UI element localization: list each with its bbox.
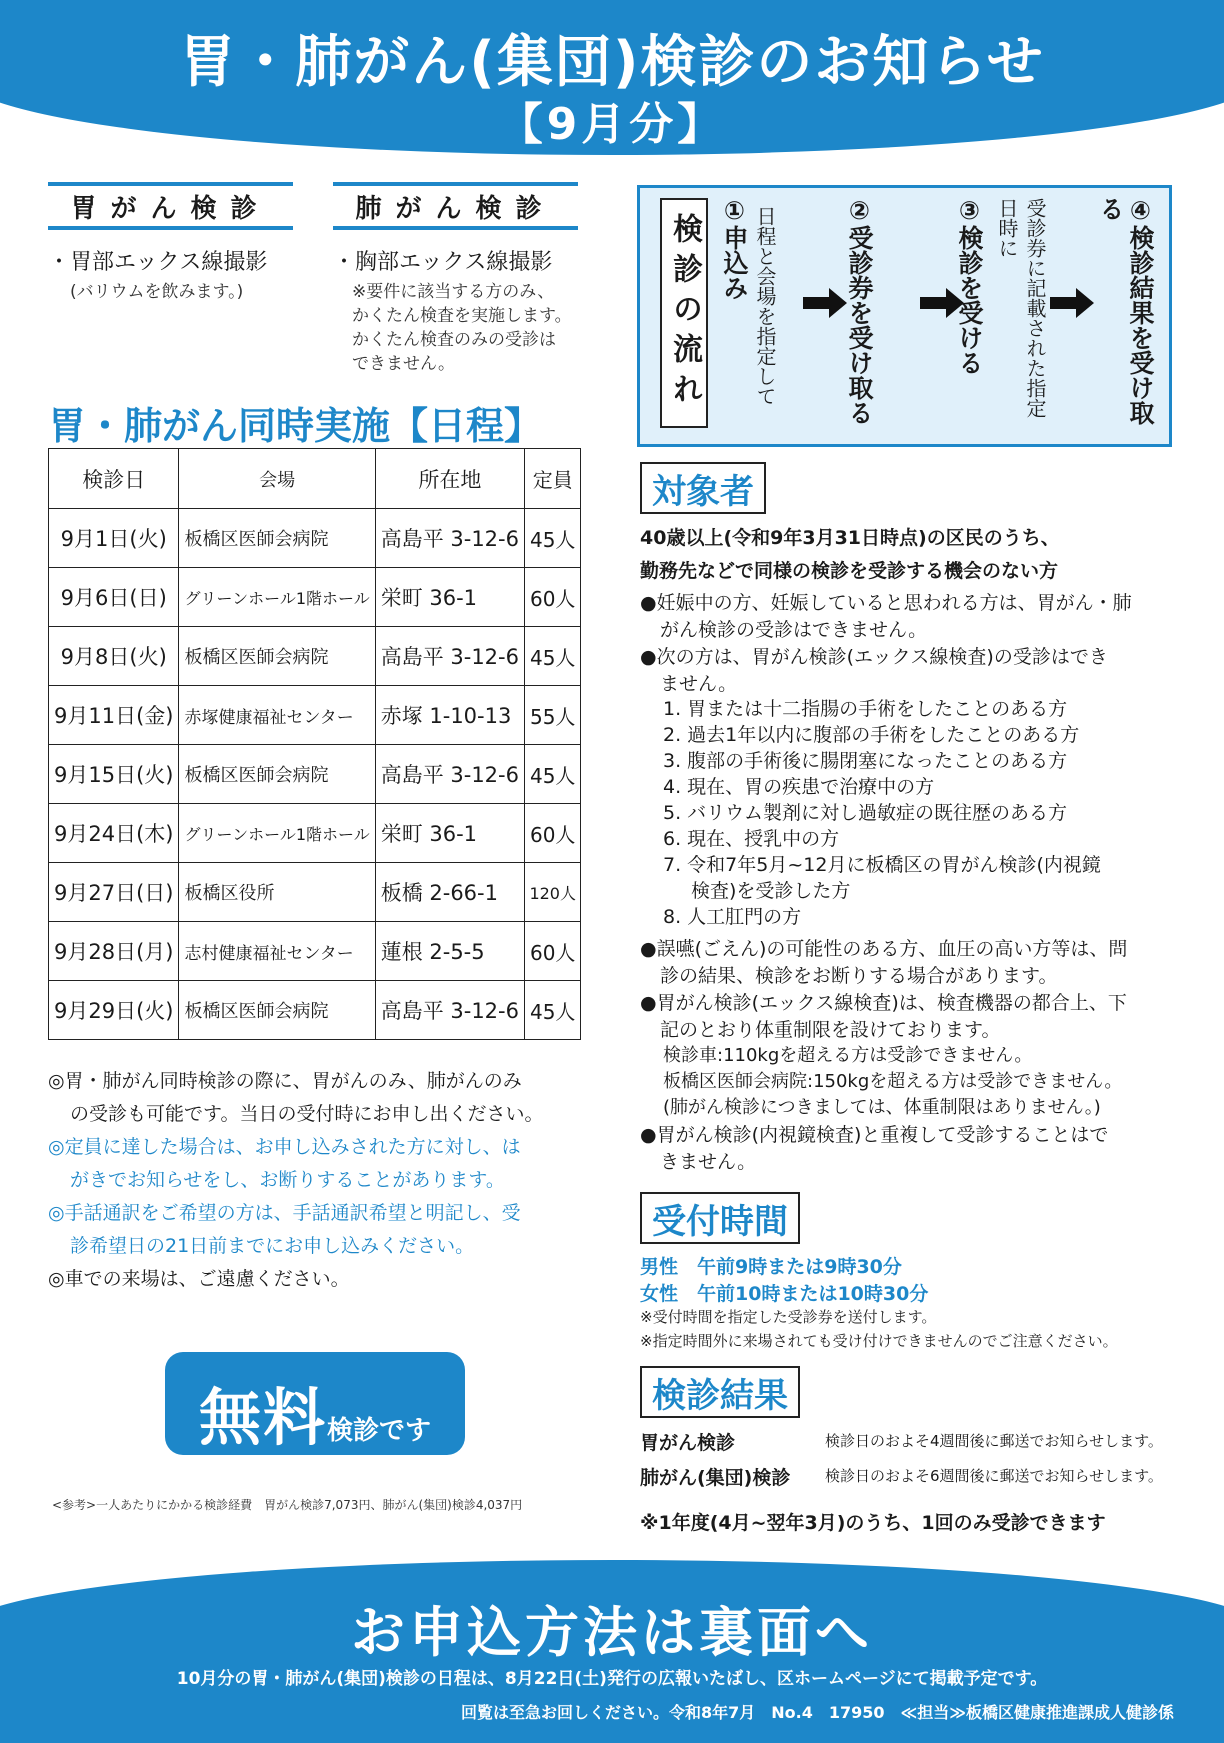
note-single-exam <box>48 1065 593 1131</box>
weight-limit-line: 板橋区医師会病院:150kgを超える方は受診できません。 <box>663 1071 1123 1092</box>
lung-note-line: かくたん検査を実施します。 <box>352 306 572 326</box>
reception-male: 男性 午前9時または9時30分 <box>640 1256 902 1278</box>
cell-address: 高島平 3-12-6 <box>375 981 524 1040</box>
footer-title: お申込方法は裏面へ <box>351 1601 873 1664</box>
once-per-year-note: ※1年度(4月~翌年3月)のうち、1回のみ受診できます <box>640 1512 1106 1534</box>
results-lung-label: 肺がん(集団)検診 <box>640 1467 791 1489</box>
list-item: 1. 胃または十二指腸の手術をしたことのある方 <box>663 698 1068 720</box>
lung-note-line: ※要件に該当する方のみ、 <box>352 282 555 302</box>
cell-date: 9月1日(火) <box>49 509 179 568</box>
table-row <box>49 922 581 981</box>
lung-exam-note <box>352 280 572 376</box>
table-row <box>49 863 581 922</box>
target-bullet-aspiration <box>640 936 1175 990</box>
bullet-line: ません。 <box>660 673 738 695</box>
cell-address: 板橋 2-66-1 <box>375 863 524 922</box>
cell-capacity: 45人 <box>524 745 580 804</box>
bullet-line: 記のとおり体重制限を設けております。 <box>660 1019 1001 1041</box>
cell-venue: グリーンホール1階ホール <box>179 804 375 863</box>
header-date: 検診日 <box>49 449 179 509</box>
lung-note-line: かくたん検査のみの受診は <box>352 330 556 350</box>
bullet-line: ●胃がん検診(内視鏡検査)と重複して受診することはで <box>640 1124 1109 1146</box>
free-badge-big: 無料 <box>198 1381 327 1454</box>
bullet-line: ●胃がん検診(エックス線検査)は、検査機器の都合上、下 <box>640 992 1127 1014</box>
flow-box <box>637 185 1172 447</box>
list-item: 8. 人工肛門の方 <box>663 906 802 928</box>
flow-title: 検診の流れ <box>667 213 702 413</box>
cell-date: 9月29日(火) <box>49 981 179 1040</box>
cell-capacity: 120人 <box>524 863 580 922</box>
bullet-line: がん検診の受診はできません。 <box>660 619 928 641</box>
target-bullet-weight <box>640 990 1175 1044</box>
bullet-line: ●妊娠中の方、妊娠していると思われる方は、胃がん・肺 <box>640 592 1132 614</box>
cell-venue: 板橋区医師会病院 <box>179 627 375 686</box>
cell-capacity: 55人 <box>524 686 580 745</box>
cell-venue: 赤塚健康福祉センター <box>179 686 375 745</box>
cell-date: 9月24日(木) <box>49 804 179 863</box>
bullet-line: 診の結果、検診をお断りする場合があります。 <box>660 965 1058 987</box>
cost-reference: <参考>一人あたりにかかる検診経費 胃がん検診7,073円、肺がん(集団)検診4,037円 <box>52 1498 523 1512</box>
stomach-exam-note: (バリウムを飲みます。) <box>70 282 244 302</box>
step-4-title: ④検診結果を受け取る <box>1096 196 1155 425</box>
free-badge <box>165 1352 465 1455</box>
header-capacity: 定員 <box>524 449 580 509</box>
target-bullet-exclusions <box>640 644 1175 698</box>
table-row <box>49 627 581 686</box>
list-item: 5. バリウム製剤に対し過敏症の既往歴のある方 <box>663 802 1067 824</box>
results-heading: 検診結果 <box>640 1366 800 1418</box>
step-1-title: ①申込み <box>720 196 749 300</box>
cell-capacity: 45人 <box>524 981 580 1040</box>
cell-address: 栄町 36-1 <box>375 568 524 627</box>
note-line: ◎胃・肺がん同時検診の際に、胃がんのみ、肺がんのみ <box>48 1070 522 1092</box>
weight-limit-line: 検診車:110kgを超える方は受診できません。 <box>663 1045 1033 1066</box>
step-3-title: ③検診を受ける <box>955 196 984 375</box>
results-stomach-text: 検診日のおよそ4週間後に郵送でお知らせします。 <box>825 1432 1163 1450</box>
cell-date: 9月27日(日) <box>49 863 179 922</box>
footer-schedule-note: 10月分の胃・肺がん(集団)検診の日程は、8月22日(土)発行の広報いたばし、区ホームページにて掲載予定です。 <box>176 1669 1048 1689</box>
weight-limit-line: (肺がん検診につきましては、体重制限はありません。) <box>663 1097 1101 1118</box>
reception-heading: 受付時間 <box>640 1192 800 1244</box>
cell-capacity: 45人 <box>524 627 580 686</box>
header-venue: 会場 <box>179 449 375 509</box>
lung-exam-item: ・胸部エックス線撮影 <box>333 250 553 275</box>
schedule-table <box>48 448 581 1040</box>
free-badge-small: 検診です <box>327 1416 432 1446</box>
lung-exam-heading: 肺がん検診 <box>333 182 578 230</box>
cell-venue: 板橋区医師会病院 <box>179 745 375 804</box>
cell-date: 9月11日(金) <box>49 686 179 745</box>
schedule-title: 胃・肺がん同時実施【日程】 <box>48 404 543 448</box>
cell-venue: 板橋区医師会病院 <box>179 981 375 1040</box>
lung-note-line: できません。 <box>352 354 456 374</box>
page-title: 胃・肺がん(集団)検診のお知らせ <box>179 30 1045 95</box>
results-stomach-label: 胃がん検診 <box>640 1432 736 1454</box>
cell-capacity: 60人 <box>524 804 580 863</box>
cell-venue: グリーンホール1階ホール <box>179 568 375 627</box>
cell-address: 高島平 3-12-6 <box>375 745 524 804</box>
cell-venue: 志村健康福祉センター <box>179 922 375 981</box>
weight-limits <box>663 1043 1183 1121</box>
bullet-line: ●次の方は、胃がん検診(エックス線検査)の受診はでき <box>640 646 1108 668</box>
stomach-exam-item: ・胃部エックス線撮影 <box>48 250 268 275</box>
footer-circulation-note: 回覧は至急お回しください。令和8年7月 No.4 17950 ≪担当≫板橋区健康推進課成人健診係 <box>460 1703 1174 1722</box>
table-row <box>49 981 581 1040</box>
note-sign-language <box>48 1197 593 1263</box>
target-bullet-pregnancy <box>640 590 1175 644</box>
table-row <box>49 568 581 627</box>
page-subtitle: 【9月分】 <box>498 99 726 150</box>
cell-date: 9月28日(月) <box>49 922 179 981</box>
reception-note-2: ※指定時間外に来場されても受け付けできませんのでご注意ください。 <box>640 1332 1118 1350</box>
cell-date: 9月15日(火) <box>49 745 179 804</box>
target-lead-1: 40歳以上(令和9年3月31日時点)の区民のうち、 <box>640 527 1060 549</box>
note-capacity <box>48 1131 593 1197</box>
note-line: ◎定員に達した場合は、お申し込みされた方に対し、は <box>48 1136 521 1158</box>
list-item: 6. 現在、授乳中の方 <box>663 828 840 850</box>
cell-address: 蓮根 2-5-5 <box>375 922 524 981</box>
reception-note-1: ※受付時間を指定した受診券を送付します。 <box>640 1308 937 1326</box>
step-3-desc: 受診券に記載された指定日時に <box>995 198 1047 418</box>
reception-female: 女性 午前10時または10時30分 <box>640 1283 929 1305</box>
step-1-desc: 日程と会場を指定して <box>753 206 777 406</box>
target-heading: 対象者 <box>640 462 766 514</box>
table-row <box>49 686 581 745</box>
flow-title-box <box>660 198 708 428</box>
flow-step-1 <box>719 196 749 300</box>
target-lead-2: 勤務先などで同様の検診を受診する機会のない方 <box>640 560 1059 582</box>
note-no-cars: ◎車での来場は、ご遠慮ください。 <box>48 1268 350 1290</box>
cell-address: 高島平 3-12-6 <box>375 627 524 686</box>
list-item: 7. 令和7年5月~12月に板橋区の胃がん検診(内視鏡 <box>663 854 1101 876</box>
target-bullet-endoscopy <box>640 1122 1175 1176</box>
cell-capacity: 60人 <box>524 922 580 981</box>
bullet-line: きません。 <box>660 1151 757 1173</box>
cell-capacity: 45人 <box>524 509 580 568</box>
note-line: がきでお知らせをし、お断りすることがあります。 <box>70 1169 505 1191</box>
header <box>0 0 1224 165</box>
note-line: ◎手話通訳をご希望の方は、手話通訳希望と明記し、受 <box>48 1202 521 1224</box>
cell-capacity: 60人 <box>524 568 580 627</box>
cell-venue: 板橋区役所 <box>179 863 375 922</box>
table-row <box>49 804 581 863</box>
arrow-right-icon <box>803 288 847 318</box>
cell-venue: 板橋区医師会病院 <box>179 509 375 568</box>
flow-step-2 <box>844 196 874 425</box>
results-lung-text: 検診日のおよそ6週間後に郵送でお知らせします。 <box>825 1467 1163 1485</box>
step-2-title: ②受診券を受け取る <box>845 196 874 425</box>
footer <box>0 1560 1224 1743</box>
table-row <box>49 509 581 568</box>
cell-address: 高島平 3-12-6 <box>375 509 524 568</box>
flow-step-4 <box>1095 196 1155 426</box>
table-header-row <box>49 449 581 509</box>
table-row <box>49 745 581 804</box>
cell-address: 赤塚 1-10-13 <box>375 686 524 745</box>
cell-date: 9月6日(日) <box>49 568 179 627</box>
exclusion-list <box>663 696 1183 930</box>
cell-address: 栄町 36-1 <box>375 804 524 863</box>
header-address: 所在地 <box>375 449 524 509</box>
list-item: 2. 過去1年以内に腹部の手術をしたことのある方 <box>663 724 1080 746</box>
list-item: 3. 腹部の手術後に腸閉塞になったことのある方 <box>663 750 1068 772</box>
arrow-right-icon <box>1050 288 1094 318</box>
list-item: 4. 現在、胃の疾患で治療中の方 <box>663 776 935 798</box>
flow-step-3 <box>954 196 984 375</box>
stomach-exam-heading: 胃がん検診 <box>48 182 293 230</box>
list-item: 検査)を受診した方 <box>691 880 851 902</box>
note-line: の受診も可能です。当日の受付時にお申し出ください。 <box>70 1103 544 1125</box>
note-line: 診希望日の21日前までにお申し込みください。 <box>70 1235 475 1257</box>
cell-date: 9月8日(火) <box>49 627 179 686</box>
bullet-line: ●誤嚥(ごえん)の可能性のある方、血圧の高い方等は、問 <box>640 938 1128 960</box>
